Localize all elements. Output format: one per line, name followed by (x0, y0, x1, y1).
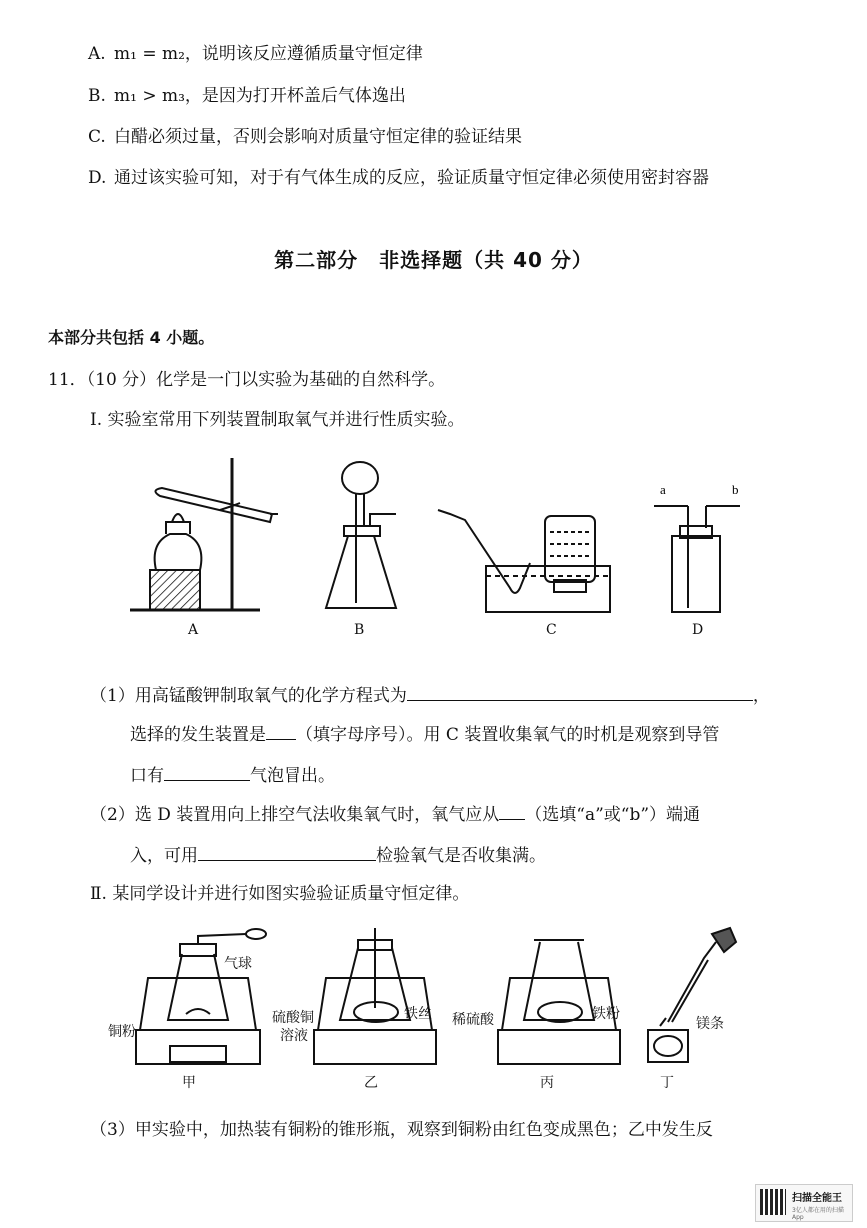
part2-intro: 本部分共包括 4 小题。 (48, 328, 215, 347)
test-blank[interactable] (198, 842, 376, 861)
label-iron-wire: 铁丝 (404, 1006, 432, 1022)
apparatus-figure (120, 448, 760, 648)
q11-section2: Ⅱ. 某同学设计并进行如图实验验证质量守恒定律。 (90, 884, 470, 904)
watermark-brand: 扫描全能王 (792, 1193, 842, 1204)
option-text: m₁ > m₃，是因为打开杯盖后气体逸出 (114, 86, 406, 106)
equation-blank[interactable] (407, 682, 753, 701)
apparatus-b (326, 462, 396, 608)
label-dilute-h2so4: 稀硫酸 (452, 1012, 494, 1028)
option-c (88, 125, 522, 149)
fig2-label-bing: 丙 (540, 1075, 554, 1091)
fig2-label-yi: 乙 (364, 1075, 378, 1091)
label-iron-powder: 铁粉 (592, 1006, 620, 1022)
option-letter: A. (88, 44, 106, 64)
q11-sub1-text3a: 口有 (130, 766, 164, 786)
watermark-sub: 3亿人都在用的扫描App (792, 1207, 844, 1221)
device-blank[interactable] (266, 721, 296, 740)
scanner-watermark (755, 1184, 853, 1222)
option-letter: B. (88, 86, 106, 106)
fig1-label-b: B (354, 622, 365, 638)
fig2-label-jia: 甲 (182, 1075, 196, 1091)
fig1-label-c: C (546, 622, 557, 638)
tube-label-b: b (732, 482, 739, 497)
option-b (88, 84, 406, 108)
q11-sub1-line3 (130, 762, 335, 788)
q11-sub1-line2 (130, 721, 719, 747)
balance-yi (314, 928, 436, 1064)
q11-sub2-text1b: （选填“a”或“b”）端通 (525, 805, 701, 825)
option-text: m₁ = m₂，说明该反应遵循质量守恒定律 (114, 44, 423, 64)
fig1-label-d: D (692, 622, 704, 638)
label-cuso4-line1: 硫酸铜 (272, 1010, 314, 1026)
label-mg-ribbon: 镁条 (696, 1016, 724, 1032)
q11-section1: Ⅰ. 实验室常用下列装置制取氧气并进行性质实验。 (90, 410, 465, 430)
label-copper-powder: 铜粉 (108, 1024, 136, 1040)
q11-sub2-text1a: （2）选 D 装置用向上排空气法收集氧气时，氧气应从 (90, 805, 500, 825)
fig2-label-ding: 丁 (660, 1075, 674, 1091)
q11-sub2-line1 (90, 801, 700, 827)
qr-code-icon (760, 1189, 786, 1215)
q11-sub1-text3b: 气泡冒出。 (250, 766, 335, 786)
apparatus-d (654, 506, 740, 612)
bubble-blank[interactable] (164, 762, 250, 781)
option-text: 白醋必须过量，否则会影响对质量守恒定律的验证结果 (114, 127, 522, 147)
q11-sub1-text2b: （填字母序号）。用 C 装置收集氧气的时机是观察到导管 (296, 725, 720, 745)
apparatus-c (438, 510, 610, 612)
option-a (88, 42, 423, 66)
q11-stem: 11．（10 分）化学是一门以实验为基础的自然科学。 (48, 370, 446, 390)
q11-sub1-line1 (90, 682, 770, 708)
fig1-label-a: A (188, 622, 199, 638)
option-d (88, 166, 709, 190)
label-cuso4-line2: 溶液 (280, 1028, 308, 1044)
option-text: 通过该实验可知，对于有气体生成的反应，验证质量守恒定律必须使用密封容器 (114, 168, 709, 188)
label-balloon: 气球 (224, 956, 252, 972)
q11-sub1-comma: ， (752, 686, 770, 706)
balance-figure (100, 918, 740, 1068)
q11-sub2-text2b: 检验氧气是否收集满。 (376, 846, 546, 866)
q11-sub1-text: （1）用高锰酸钾制取氧气的化学方程式为 (90, 686, 407, 706)
q11-sub2-text2a: 入，可用 (130, 846, 198, 866)
part2-heading: 第二部分 非选择题（共 40 分） (274, 248, 593, 272)
balance-jia (136, 929, 266, 1064)
option-letter: C. (88, 127, 106, 147)
tube-label-a: a (660, 482, 666, 497)
option-letter: D. (88, 168, 107, 188)
q11-sub2-line2 (130, 842, 546, 868)
end-blank[interactable] (499, 801, 525, 820)
q11-sub3: （3）甲实验中，加热装有铜粉的锥形瓶，观察到铜粉由红色变成黑色；乙中发生反 (90, 1120, 713, 1140)
q11-sub1-text2a: 选择的发生装置是 (130, 725, 266, 745)
tongs-ding (648, 928, 736, 1062)
apparatus-a (130, 458, 278, 610)
